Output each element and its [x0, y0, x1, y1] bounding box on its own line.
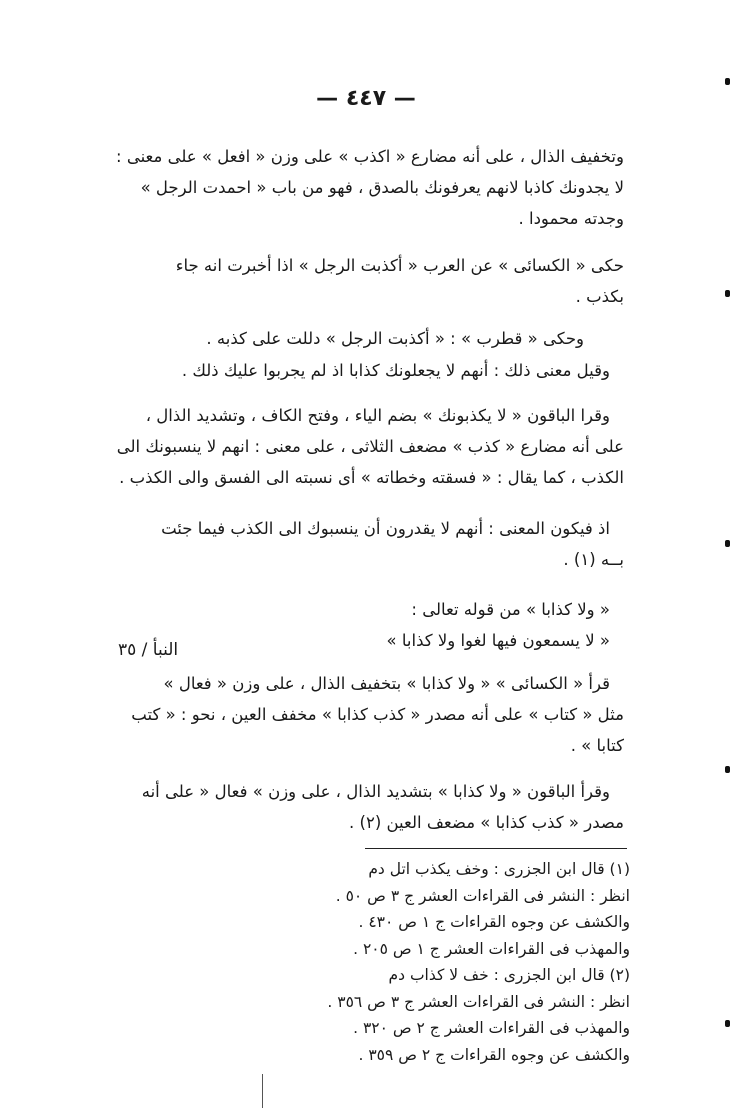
text-line: بكذب .: [575, 287, 624, 306]
text-line: الكذب ، كما يقال : « فسقته وخطاته » أى نسبته الى الفسق والى الكذب .: [119, 468, 624, 487]
text-line: وقرا الباقون « لا يكذبونك » بضم الياء ، وفتح الكاف ، وتشديد الذال ،: [145, 406, 610, 425]
footnote-line: والمهذب فى القراءات العشر ج ٢ ص ٣٢٠ .: [353, 1019, 630, 1037]
paragraph-4: [108, 400, 624, 493]
footnote-line: والكشف عن وجوه القراءات ج ١ ص ٤٣٠ .: [358, 913, 630, 931]
scan-mark: [725, 540, 730, 547]
text-line: وقيل معنى ذلك : أنهم لا يجعلونك كذابا اذ لم يجربوا عليك ذلك .: [181, 361, 610, 380]
paragraph-1: [108, 141, 624, 234]
footnote-line: والمهذب فى القراءات العشر ج ١ ص ٢٠٥ .: [353, 939, 630, 958]
page-number: — ٤٤٧ —: [316, 86, 416, 111]
text-line: حكى « الكسائى » عن العرب « أكذبت الرجل » اذا أخبرت انه جاء: [175, 256, 624, 275]
scan-mark: [725, 1020, 730, 1027]
scan-mark: [725, 766, 730, 773]
paragraph-3: [108, 323, 624, 387]
paragraph-5: [108, 513, 624, 575]
footnote-line: والكشف عن وجوه القراءات ج ٢ ص ٣٥٩ .: [358, 1045, 630, 1064]
text-line: اذ فيكون المعنى : أنهم لا يقدرون أن ينسبوك الى الكذب فيما جئت: [161, 519, 610, 538]
text-line: قرأ « الكسائى » « ولا كذابا » بتخفيف الذال ، على وزن « فعال »: [163, 674, 610, 693]
footnote-line: (١) قال ابن الجزرى : وخف يكذب اتل دم: [368, 860, 630, 878]
paragraph-2: [108, 250, 624, 312]
text-line: مثل « كتاب » على أنه مصدر « كذب كذابا » مخفف العين ، نحو : « كتب: [131, 705, 624, 724]
text-line: لا يجدونك كاذبا لانهم يعرفونك بالصدق ، فهو من باب « احمدت الرجل »: [140, 178, 624, 197]
text-line: على أنه مضارع « كذب » مضعف الثلاثى ، على معنى : انهم لا ينسبونك الى: [116, 437, 624, 456]
paragraph-7: [108, 668, 624, 761]
footnote-line: انظر : النشر فى القراءات العشر ج ٣ ص ٣٥٦ .: [327, 992, 630, 1011]
text-line: كتابا » .: [570, 736, 624, 755]
verse-reference: النبأ / ٣٥: [118, 640, 179, 660]
footnote-separator: [365, 848, 627, 849]
footnote-line: (٢) قال ابن الجزرى : خف لا كذاب دم: [388, 966, 630, 984]
text-line: « ولا كذابا » من قوله تعالى :: [411, 600, 610, 619]
verse-line: « لا يسمعون فيها لغوا ولا كذابا »: [386, 631, 610, 650]
scan-mark: [725, 290, 730, 297]
footnotes: [260, 856, 630, 1068]
text-line: وقرأ الباقون « ولا كذابا » بتشديد الذال ، على وزن » فعال « على أنه: [141, 782, 610, 801]
text-line: بــه (١) .: [563, 550, 624, 569]
paragraph-6: [108, 594, 624, 656]
scan-mark: [725, 78, 730, 85]
text-line: وجدته محمودا .: [518, 209, 624, 228]
binding-line: [262, 1074, 263, 1108]
text-line: مصدر « كذب كذابا » مضعف العين (٢) .: [349, 813, 624, 832]
text-line: وتخفيف الذال ، على أنه مضارع « اكذب » على وزن « افعل » على معنى :: [116, 147, 624, 166]
paragraph-8: [108, 776, 624, 838]
text-line: وحكى « قطرب » : « أكذبت الرجل » دللت على كذبه .: [206, 329, 584, 348]
footnote-line: انظر : النشر فى القراءات العشر ج ٣ ص ٥٠ .: [335, 886, 630, 905]
